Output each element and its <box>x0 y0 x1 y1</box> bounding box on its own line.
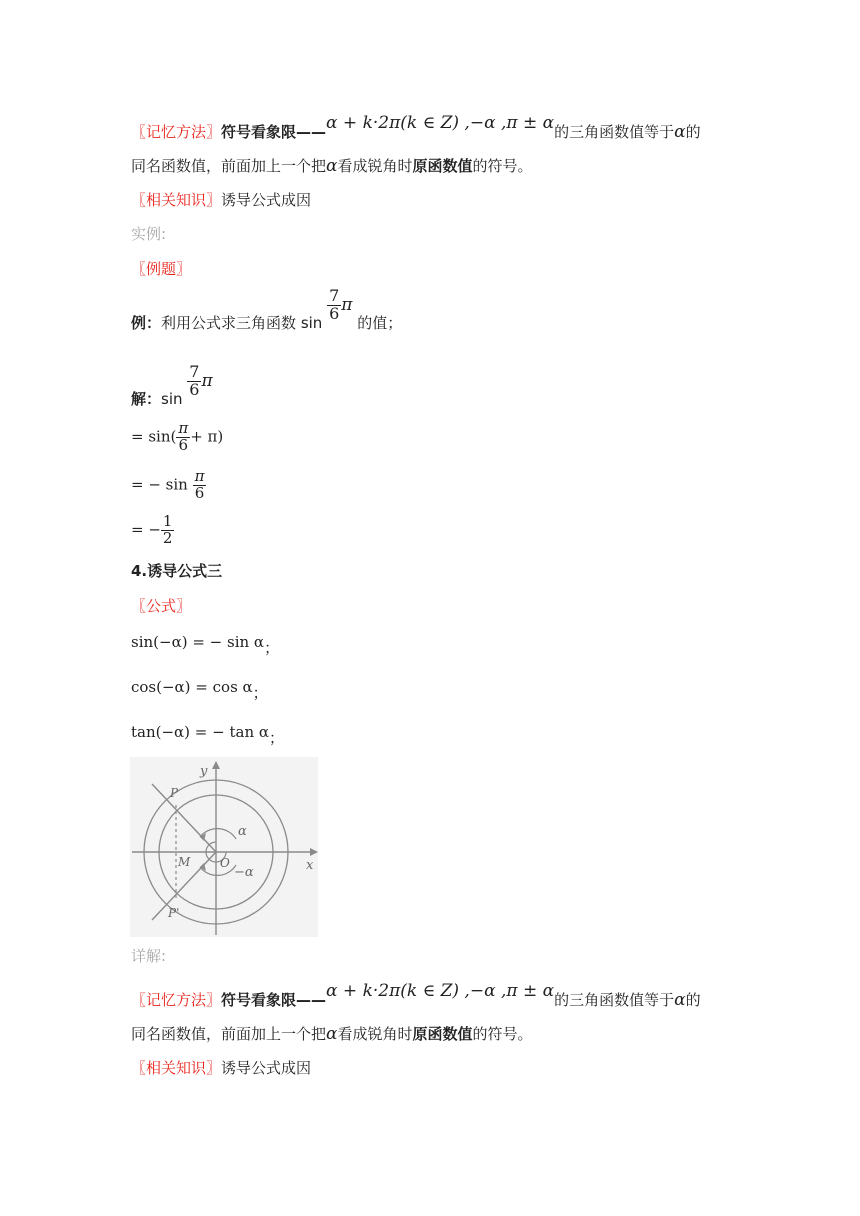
diagram-background <box>130 757 318 937</box>
memory-text2c: 的符号。 <box>472 157 533 175</box>
memory-method-tag: 〖记忆方法〗 <box>131 991 222 1009</box>
memory-text-end: 的 <box>685 123 701 141</box>
example-text: 利用公式求三角函数 <box>161 314 297 332</box>
memory-method-line1 <box>131 113 701 147</box>
label-neg-alpha: −α <box>234 865 254 880</box>
memory-text2a: 同名函数值，前面加上一个把 <box>131 1025 327 1043</box>
related-knowledge-line <box>131 185 311 215</box>
related-knowledge-tag: 〖相关知识〗 <box>131 191 222 209</box>
fraction-7-6: $\frac{7}{6}$ <box>189 362 200 399</box>
solution-step-1: = sin( $\frac{\pi}{6}$ + π) <box>131 419 224 454</box>
memory-method-tag: 〖记忆方法〗 <box>131 123 222 141</box>
sin-text: sin <box>300 314 323 332</box>
memory-text: 的三角函数值等于 <box>554 991 675 1009</box>
solution-step-2: = − sin $\frac{\pi}{6}$ <box>131 467 205 502</box>
formula-tan: tan(−α) = − tan α； <box>131 723 285 747</box>
example-label: 例： <box>131 314 162 332</box>
memory-text2b: 看成锐角时 <box>337 157 413 175</box>
memory-text: 的三角函数值等于 <box>554 123 675 141</box>
memory-text2b: 看成锐角时 <box>337 1025 413 1043</box>
alpha-symbol: α <box>326 1024 338 1044</box>
memory-text-end: 的 <box>685 991 701 1009</box>
memory-method-title: 符号看象限—— <box>221 991 327 1009</box>
solution-label: 解： <box>131 390 162 408</box>
solution-line <box>131 363 213 419</box>
related-knowledge-tag: 〖相关知识〗 <box>131 1059 222 1077</box>
sin-text: sin <box>161 390 183 408</box>
fraction-7-6: $\frac{7}{6}$ <box>329 286 340 323</box>
memory-method-title: 符号看象限—— <box>221 123 327 141</box>
unit-circle-diagram <box>130 757 318 937</box>
label-y: y <box>200 764 208 779</box>
related-knowledge-text: 诱导公式成因 <box>221 1059 312 1077</box>
pi-symbol: π <box>341 295 353 315</box>
memory-method-line2 <box>131 151 533 181</box>
formula-sin: sin(−α) = − sin α； <box>131 633 280 657</box>
example-text-end: 的值； <box>357 314 403 332</box>
formula-cos: cos(−α) = cos α； <box>131 678 268 702</box>
related-knowledge-text: 诱导公式成因 <box>221 191 312 209</box>
example-line <box>131 286 403 354</box>
memory-text2a: 同名函数值，前面加上一个把 <box>131 157 327 175</box>
memory-text2c: 的符号。 <box>472 1025 533 1043</box>
memory-method-line2-repeat <box>131 1019 533 1049</box>
label-M: M <box>178 855 191 869</box>
angle-formula: α + k·2π(k ∈ Z) ,−α ,π ± α <box>326 981 555 1001</box>
example-tag: 〖例题〗 <box>131 260 192 278</box>
alpha-symbol: α <box>674 122 686 142</box>
related-knowledge-line-repeat <box>131 1053 311 1083</box>
example-header: 实例: <box>131 225 167 243</box>
memory-text2-bold: 原函数值 <box>412 1025 473 1043</box>
solution-step-3: = − $\frac{1}{2}$ <box>131 512 173 547</box>
label-P-prime: P' <box>168 906 180 920</box>
section-title: 4.诱导公式三 <box>131 562 223 580</box>
alpha-symbol: α <box>326 156 338 176</box>
detail-header: 详解: <box>131 947 167 965</box>
memory-text2-bold: 原函数值 <box>412 157 473 175</box>
pi-symbol: π <box>201 371 213 391</box>
label-x: x <box>306 858 314 873</box>
label-alpha: α <box>238 824 247 839</box>
angle-formula: α + k·2π(k ∈ Z) ,−α ,π ± α <box>326 113 555 133</box>
label-P: P <box>170 786 179 800</box>
memory-method-line1-repeat <box>131 981 701 1015</box>
alpha-symbol: α <box>674 990 686 1010</box>
formula-tag: 〖公式〗 <box>131 597 192 615</box>
label-O: O <box>220 856 230 870</box>
